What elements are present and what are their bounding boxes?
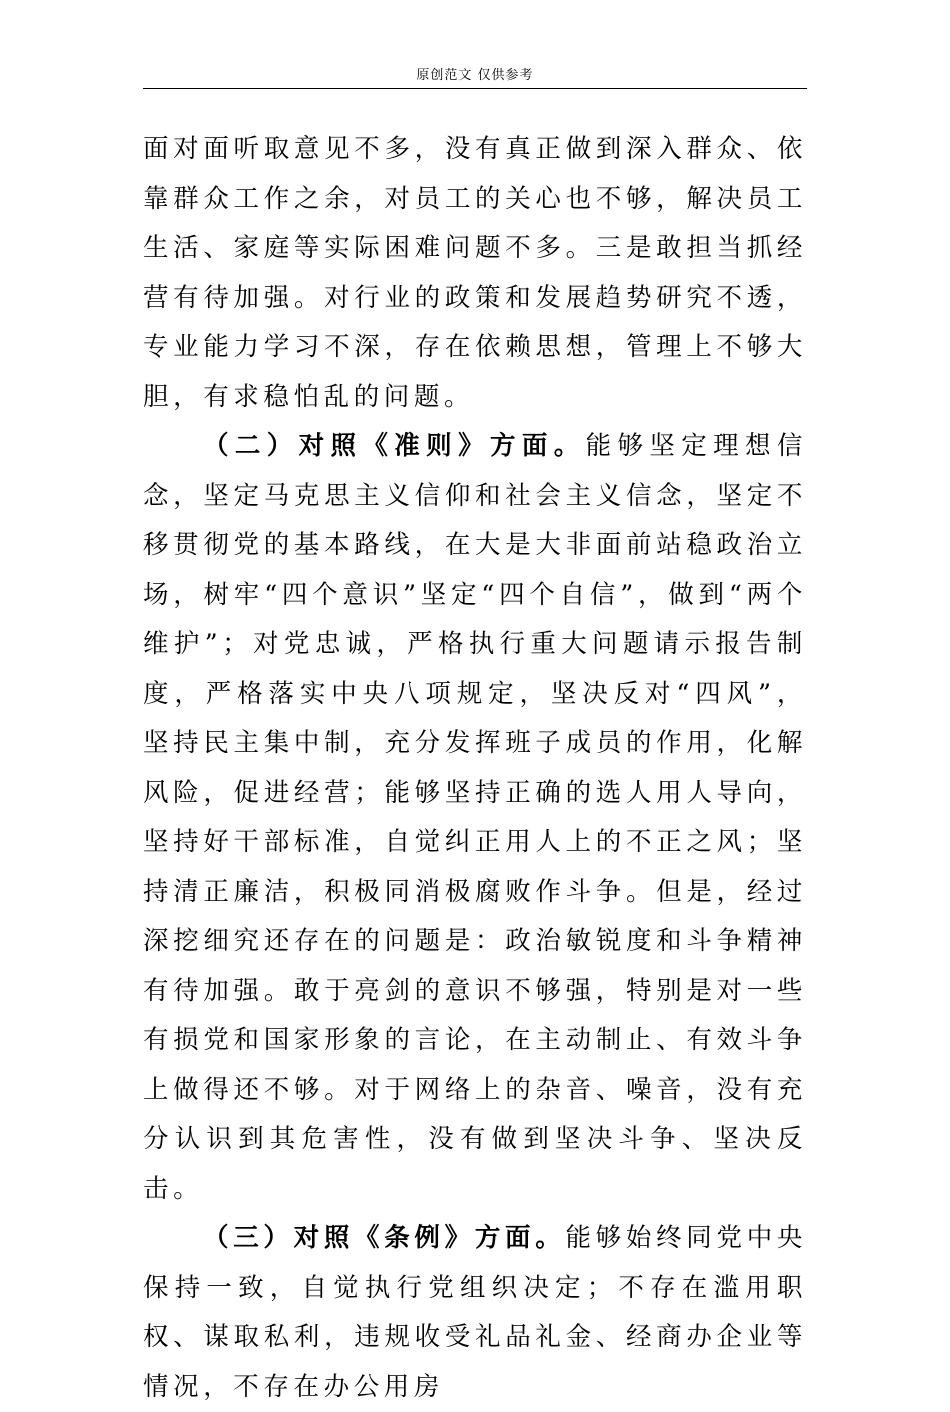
paragraph-section-2 xyxy=(143,422,807,1214)
paragraph-text: 面对面听取意见不多，没有真正做到深入群众、依靠群众工作之余，对员工的关心也不够，解决员工生活、家庭等实际困难问题不多。三是敢担当抓经营有待加强。对行业的政策和发展趋势研究不透，专业能力学习不深，存在依赖思想，管理上不够大胆，有求稳怕乱的问题。 xyxy=(143,134,807,412)
paragraph-text: 能够坚定理想信念，坚定马克思主义信仰和社会主义信念，坚定不移贯彻党的基本路线，在大是大非面前站稳政治立场，树牢“四个意识”坚定“四个自信”，做到“两个维护”；对党忠诚，严格执行重大问题请示报告制度，严格落实中央八项规定，坚决反对“四风”，坚持民主集中制，充分发挥班子成员的作用，化解风险，促进经营；能够坚持正确的选人用人导向，坚持好干部标准，自觉纠正用人上的不正之风；坚持清正廉洁，积极同消极腐败作斗争。但是，经过深挖细究还存在的问题是：政治敏锐度和斗争精神有待加强。敢于亮剑的意识不够强，特别是对一些有损党和国家形象的言论，在主动制止、有效斗争上做得还不够。对于网络上的杂音、噪音，没有充分认识到其危害性，没有做到坚决斗争、坚决反击。 xyxy=(143,431,808,1204)
document-body xyxy=(143,125,807,1412)
header-text: 原创范文 仅供参考 xyxy=(416,68,534,83)
section-heading: （三）对照《条例》方面。 xyxy=(203,1223,566,1253)
paragraph-text: 能够始终同党中央保持一致，自觉执行党组织决定；不存在滥用职权、谋取私利，违规收受礼品礼金、经商办企业等情况，不存在办公用房 xyxy=(143,1223,808,1402)
paragraph-section-3 xyxy=(143,1214,807,1412)
section-heading: （二）对照《准则》方面。 xyxy=(203,431,586,461)
page-header xyxy=(143,66,807,89)
paragraph-continuation xyxy=(143,125,807,422)
